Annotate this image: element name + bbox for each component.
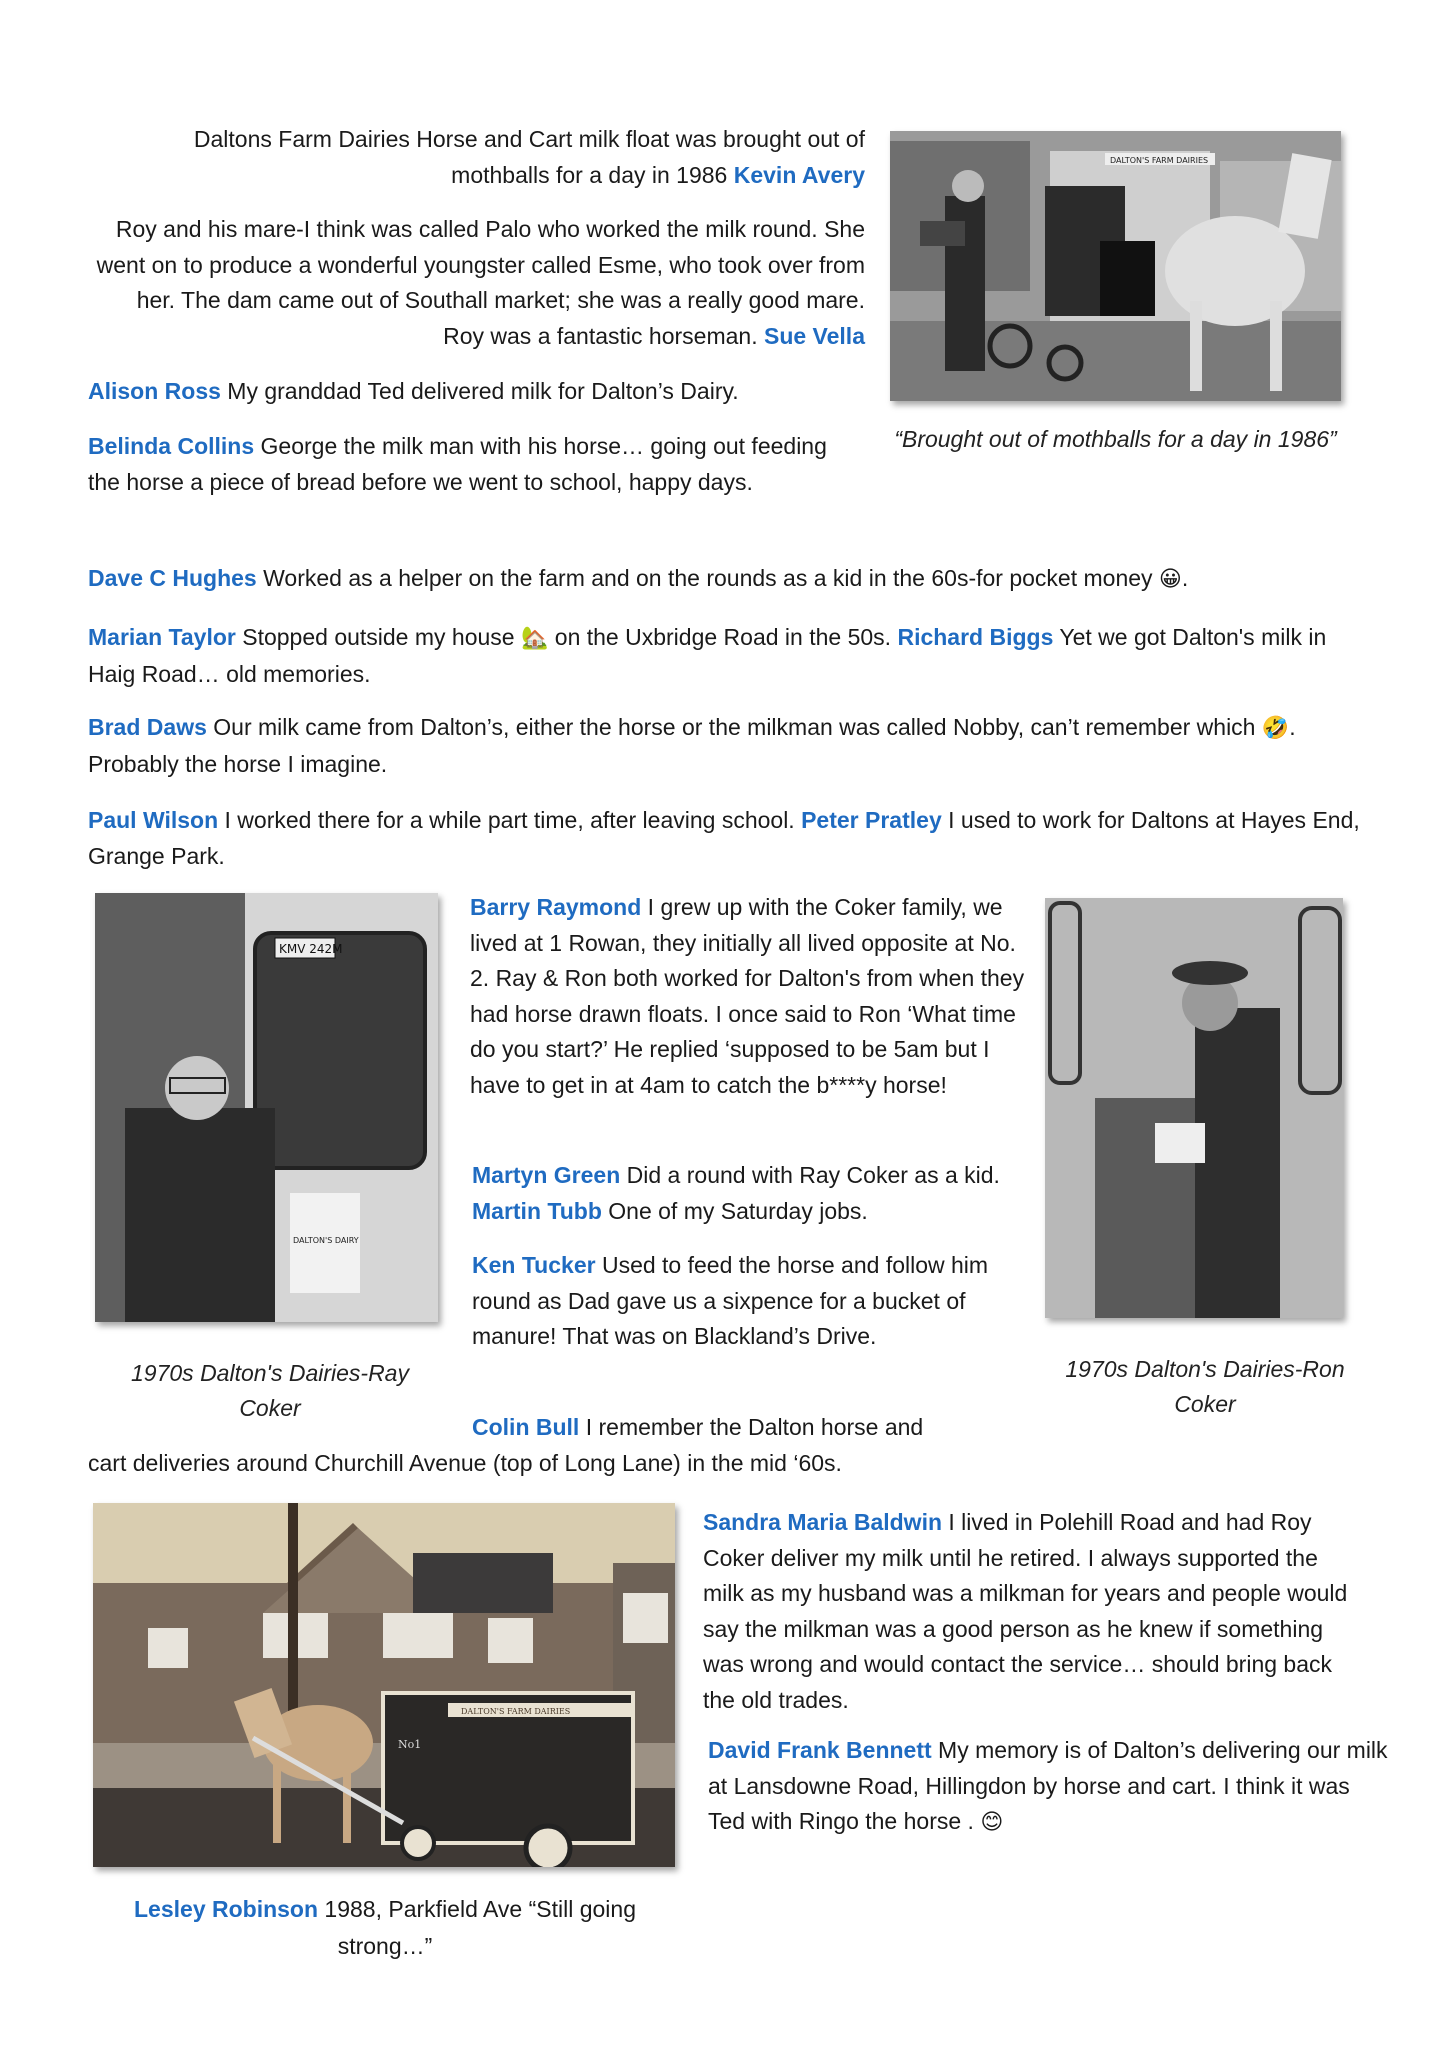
commenter-name: Peter Pratley: [801, 807, 942, 833]
photo-parkfield-ave-1988: [93, 1503, 675, 1867]
comment-text: I grew up with the Coker family, we lived at 1 Rowan, they initially all lived opposite at No. 2. Ray & Ron both worked for Dalton's from when they had horse drawn floats. I once said to Ron ‘What time do you start?’ He replied ‘supposed to be 5am but I have to get in at 4am to catch the b****y horse!: [470, 894, 1025, 1098]
commenter-name: Belinda Collins: [88, 433, 255, 459]
commenter-name: Alison Ross: [88, 378, 221, 404]
parkfield-ave-illustration: [93, 1503, 675, 1867]
photo-caption-ron-coker: 1970s Dalton's Dairies-Ron Coker: [1065, 1356, 1345, 1417]
comment-colin-bull-continued: cart deliveries around Churchill Avenue (top of Long Lane) in the mid ‘60s.: [88, 1450, 842, 1476]
comment-text: One of my Saturday jobs.: [601, 1197, 868, 1224]
commenter-name: Colin Bull: [472, 1414, 580, 1440]
comment-david-frank-bennett: [708, 1733, 1388, 1841]
commenter-name: Martyn Green: [472, 1162, 621, 1188]
comment-text: Worked as a helper on the farm and on the rounds as a kid in the 60s-for pocket money: [256, 565, 1159, 591]
photo-ron-coker: [1045, 898, 1343, 1318]
caption-text: 1988, Parkfield Ave “Still going strong…”: [318, 1896, 636, 1959]
horse-cart-illustration: [890, 131, 1341, 401]
comment-martyn-green: [472, 1158, 1032, 1229]
comment-text: Yet we got Dalton's milk in Haig Road… old memories.: [88, 624, 1327, 687]
comment-brad-daws: [88, 710, 1378, 782]
commenter-name: Brad Daws: [88, 714, 207, 740]
comment-text: Daltons Farm Dairies Horse and Cart milk float was brought out of mothballs for a day in 1986: [193, 126, 865, 188]
comment-text-end: .: [1181, 565, 1189, 591]
commenter-name: Richard Biggs: [897, 624, 1054, 650]
commenter-name: Sue Vella: [763, 322, 865, 349]
comment-text: Did a round with Ray Coker as a kid.: [620, 1162, 1000, 1188]
comment-text: Used to feed the horse and follow him round as Dad gave us a sixpence for a bucket of manure! That was on Blackland’s Drive.: [472, 1252, 989, 1349]
svg-text:DALTON'S FARM DAIRIES: DALTON'S FARM DAIRIES: [461, 1707, 571, 1716]
comment-text: My granddad Ted delivered milk for Dalton’s Dairy.: [220, 378, 739, 404]
comment-sue-vella: [90, 212, 865, 354]
comment-dave-c-hughes: [88, 561, 1388, 598]
comment-text: on the Uxbridge Road in the 50s.: [548, 624, 898, 650]
rolling-laughing-icon: 🤣: [1261, 716, 1290, 741]
photo-ray-coker: [95, 893, 438, 1322]
comment-text: . Probably the horse I imagine.: [88, 714, 1296, 777]
comment-belinda-collins: [88, 429, 833, 500]
commenter-name: Paul Wilson: [88, 807, 219, 833]
house-with-garden-icon: 🏡: [520, 626, 549, 651]
comment-alison-ross: [88, 374, 878, 410]
svg-text:No1: No1: [398, 1738, 422, 1751]
commenter-name: Kevin Avery: [733, 161, 865, 188]
grinning-face-icon: 😀: [1158, 567, 1182, 592]
commenter-name: Martin Tubb: [472, 1197, 602, 1224]
comment-barry-raymond: [470, 890, 1035, 1103]
photo-caption-ray-coker: 1970s Dalton's Dairies-Ray Coker: [131, 1360, 409, 1421]
svg-text:DALTON'S FARM DAIRIES: DALTON'S FARM DAIRIES: [1110, 156, 1209, 165]
comment-text: I remember the Dalton horse and: [579, 1414, 924, 1440]
comment-kevin-avery: [90, 122, 865, 193]
photo-horse-cart-1986: [890, 131, 1341, 401]
comment-marian-taylor: [88, 620, 1338, 692]
commenter-name: Lesley Robinson: [134, 1896, 319, 1922]
commenter-name: David Frank Bennett: [708, 1737, 932, 1763]
comment-text: I used to work for Daltons at Hayes End, Grange Park.: [88, 807, 1360, 869]
comment-colin-bull: [472, 1410, 1032, 1446]
comment-text: George the milk man with his horse… going out feeding the horse a piece of bread before we went to school, happy days.: [88, 433, 827, 495]
ron-coker-illustration: [1045, 898, 1343, 1318]
commenter-name: Sandra Maria Baldwin: [703, 1509, 943, 1535]
commenter-name: Ken Tucker: [472, 1252, 596, 1278]
comment-text: Roy and his mare-I think was called Palo who worked the milk round. She went on to produce a wonderful youngster called Esme, who took over from her. The dam came out of Southall market; she was a really good mare. Roy was a fantastic horseman.: [96, 216, 865, 349]
svg-text:KMV 242M: KMV 242M: [279, 942, 343, 956]
smiling-face-icon: 😊: [980, 1810, 1004, 1835]
photo-caption-1986: “Brought out of mothballs for a day in 1986”: [894, 426, 1337, 452]
comment-text: Stopped outside my house: [235, 624, 521, 650]
ray-coker-illustration: [95, 893, 438, 1322]
comment-text: I lived in Polehill Road and had Roy Coker deliver my milk until he retired. I always supported the milk as my husband was a milkman for years and people would say the milkman was a good person as he knew if something was wrong and would contact the service… should bring back the old trades.: [703, 1509, 1348, 1713]
commenter-name: Dave C Hughes: [88, 565, 257, 591]
comment-text: Our milk came from Dalton’s, either the horse or the milkman was called Nobby, can’t remember which: [206, 714, 1262, 740]
comment-paul-wilson: [88, 803, 1378, 874]
comment-sandra-maria-baldwin: [703, 1505, 1363, 1718]
commenter-name: Marian Taylor: [88, 624, 236, 650]
commenter-name: Barry Raymond: [470, 894, 642, 920]
svg-text:DALTON'S DAIRY: DALTON'S DAIRY: [293, 1236, 359, 1245]
comment-text: I worked there for a while part time, after leaving school.: [218, 807, 802, 833]
photo-caption-parkfield: [120, 1891, 650, 1965]
comment-text: My memory is of Dalton’s delivering our milk at Lansdowne Road, Hillingdon by horse and cart. I think it was Ted with Ringo the horse .: [708, 1737, 1388, 1834]
comment-ken-tucker: [472, 1248, 1017, 1355]
